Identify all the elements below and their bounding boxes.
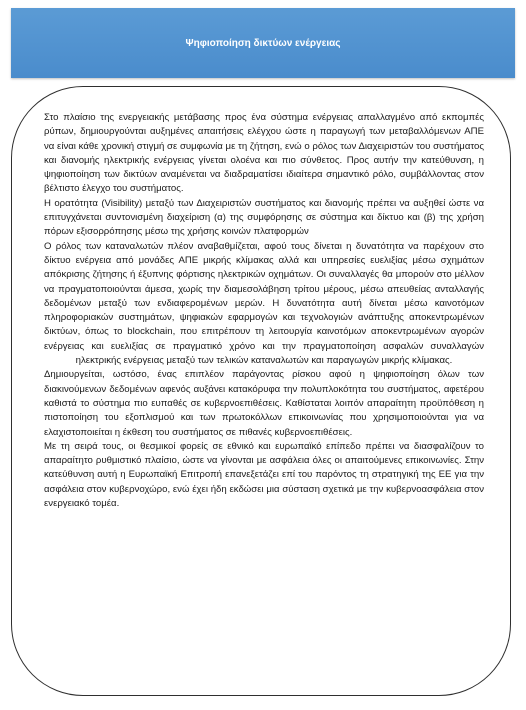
paragraph-intro: Στο πλαίσιο της ενεργειακής μετάβασης προς ένα σύστημα ενέργειας απαλλαγμένο από εκπομπές ρύπων, δημιουργούνται αυξημένες απαιτήσεις ελέγχου ώστε η παραγωγή των μεταβαλλόμενων ΑΠΕ να είναι κάθε χρονική στιγμή σε συμφωνία με τη ζήτηση, ενώ ο ρόλος των Διαχειριστών του συστήματος και διανομής ηλεκτρικής ενέργειας γίνεται ολοένα και πιο σύνθετος. Προς αυτήν την κατεύθυνση, η ψηφιοποίηση των δικτύων αναμένεται να διαδραματίσει ιδιαίτερα σημαντικό ρόλο, συμβάλλοντας στον βέλτιστο έλεγχο του συστήματος. [44,112,484,195]
body-text [44,111,484,511]
paragraph-consumers: Ο ρόλος των καταναλωτών πλέον αναβαθμίζεται, αφού τους δίνεται η δυνατότητα να παρέχουν στο δίκτυο ενέργεια από μονάδες ΑΠΕ μικρής κλίμακας αλλά και υπηρεσίες ευελιξίας μέσω σχημάτων απόκρισης ζήτησης ή έξυπνης φόρτισης ηλεκτρικών οχημάτων. Οι συναλλαγές θα μπορούν στο μέλλον να πραγματοποιούνται άμεσα, χωρίς την διαμεσολάβηση τρίτου μέρους, μέσω απευθείας ανταλλαγής δεδομένων μεταξύ των ενδιαφερομένων μερών. Η δυνατότητα αυτή δίνεται μέσω καινοτόμων πληροφοριακών συστημάτων, ψηφιακών εφαρμογών και τεχνολογιών ανάπτυξης αποκεντρωμένων δικτύων, όπως το blockchain, που επιτρέπουν τη λειτουργία καινοτόμων αποκεντρωμένων αγορών ενέργειας και ευελιξίας σε πραγματικό χρόνο και την πραγματοποίηση ασφαλών συναλλαγών ηλεκτρικής ενέργειας μεταξύ των τελικών καταναλωτών και παραγωγών μικρής κλίμακας. [44,240,484,367]
page-title: Ψηφιοποίηση δικτύων ενέργειας [185,37,341,49]
paragraph-risk: Δημιουργείται, ωστόσο, ένας επιπλέον παράγοντας ρίσκου αφού η ψηφιοποίηση όλων των διακινούμενων δεδομένων αφενός αυξάνει κατακόρυφα την πολυπλοκότητα του συστήματος, αφετέρου καθιστά το σύστημα πιο ευπαθές σε κυβερνοεπιθέσεις. Καθίσταται λοιπόν απαραίτητη προϋπόθεση η πιστοποίηση του εξοπλισμού και των πρωτοκόλλων επικοινωνίας που χρησιμοποιούνται για να ελαχιστοποιείται η έκθεση του συστήματος σε πιθανές κυβερνοεπιθέσεις. [44,369,484,438]
paragraph-visibility: Η ορατότητα (Visibility) μεταξύ των Διαχειριστών συστήματος και διανομής πρέπει να αυξηθεί ώστε να επιτυγχάνεται συντονισμένη διαχείριση (α) της συμφόρησης σε σύστημα και δίκτυο και (β) της χρήση πόρων εξισορρόπησης μέσω της χρήσης κοινών πλατφορμών [44,197,484,238]
header-bar [11,8,515,78]
paragraph-regulation: Με τη σειρά τους, οι θεσμικοί φορείς σε εθνικό και ευρωπαϊκό επίπεδο πρέπει να διασφαλίζουν το απαραίτητο ρυθμιστικό πλαίσιο, ώστε να γίνονται με ασφάλεια όλες οι απαιτούμενες επικοινωνίες. Στην κατεύθυνση αυτή η Ευρωπαϊκή Επιτροπή επανεξετάζει επί του παρόντος τη στρατηγική της ΕΕ για την ασφάλεια στον κυβερνοχώρο, ενώ έχει ήδη εκδώσει μια σύσταση σχετικά με την κυβερνοασφάλεια στον ενεργειακό τομέα. [44,440,484,510]
